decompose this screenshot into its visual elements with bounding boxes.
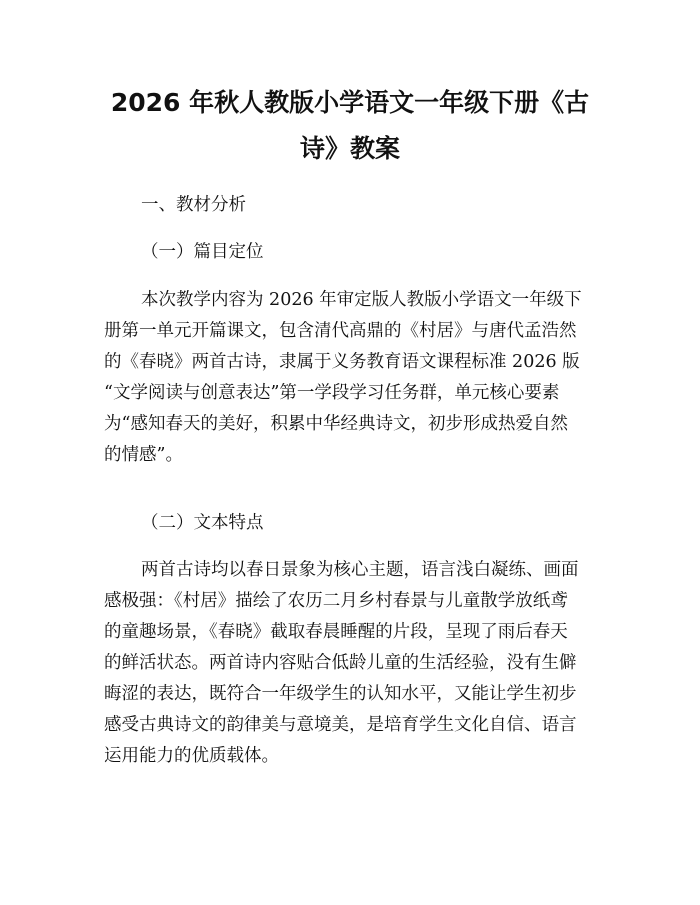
paragraph-line: 的《春晓》两首古诗，隶属于义务教育语文课程标准 2026 版 xyxy=(104,352,580,372)
document-title-line-2: 诗》教案 xyxy=(299,134,400,163)
paragraph-line: 运用能力的优质载体。 xyxy=(104,746,279,766)
paragraph-line: 本次教学内容为 2026 年审定版人教版小学语文一年级下 xyxy=(141,290,582,310)
paragraph-line: 册第一单元开篇课文，包含清代高鼎的《村居》与唐代孟浩然 xyxy=(104,321,577,341)
paragraph-line: 感极强：《村居》描绘了农历二月乡村春景与儿童散学放纸鸢 xyxy=(104,591,568,611)
paragraph-positioning xyxy=(104,285,604,471)
section-heading-teaching-material-analysis: 一、教材分析 xyxy=(141,195,246,215)
paragraph-line: “文学阅读与创意表达”第一学段学习任务群，单元核心要素 xyxy=(104,383,560,403)
subsection-heading-text-features: （二）文本特点 xyxy=(141,513,264,533)
subsection-heading-positioning: （一）篇目定位 xyxy=(141,242,264,262)
paragraph-line: 两首古诗均以春日景象为核心主题，语言浅白凝练、画面 xyxy=(141,560,579,580)
paragraph-line: 感受古典诗文的韵律美与意境美，是培育学生文化自信、语言 xyxy=(104,715,577,735)
paragraph-line: 的鲜活状态。两首诗内容贴合低龄儿童的生活经验，没有生僻 xyxy=(104,653,577,673)
paragraph-text-features xyxy=(104,555,604,772)
paragraph-line: 的情感”。 xyxy=(104,445,183,465)
paragraph-line: 的童趣场景，《春晓》截取春晨睡醒的片段，呈现了雨后春天 xyxy=(104,622,568,642)
document-title-line-1: 2026 年秋人教版小学语文一年级下册《古 xyxy=(110,88,590,117)
paragraph-line: 晦涩的表达，既符合一年级学生的认知水平，又能让学生初步 xyxy=(104,684,577,704)
paragraph-line: 为“感知春天的美好，积累中华经典诗文，初步形成热爱自然 xyxy=(104,414,568,434)
